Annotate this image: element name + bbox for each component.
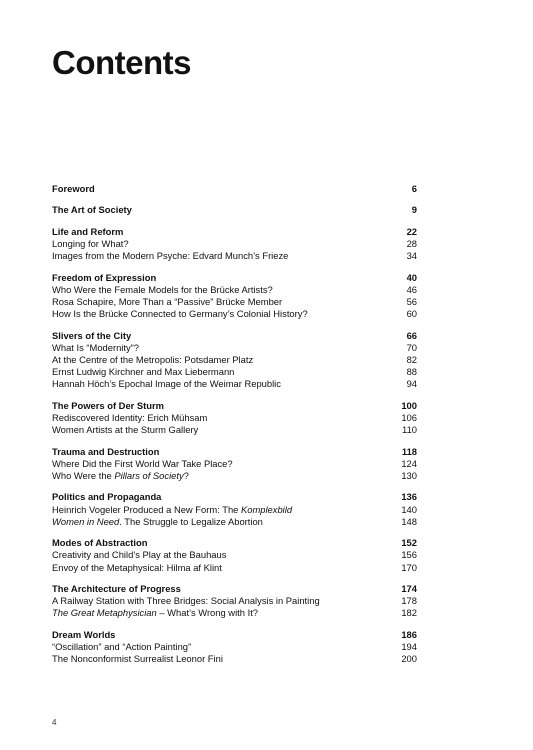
entry-title-text: Creativity and Child’s Play at the Bauhaus xyxy=(52,549,227,561)
entry-title xyxy=(52,516,263,528)
entry-title-text: Heinrich Vogeler Produced a New Form: The xyxy=(52,503,241,515)
entry-title-text: ? xyxy=(183,469,189,481)
entry-title xyxy=(52,562,222,574)
entry-page-number: 130 xyxy=(401,469,417,481)
toc-section xyxy=(52,183,417,195)
toc-entry xyxy=(52,424,417,436)
page-title: Contents xyxy=(52,44,191,81)
section-page-number: 6 xyxy=(411,183,417,194)
toc-entry xyxy=(52,284,417,296)
entry-title xyxy=(52,238,129,250)
entry-title xyxy=(52,250,288,262)
section-page-number: 152 xyxy=(401,537,417,549)
entry-title-italic: The Great Metaphysician xyxy=(52,607,157,619)
entry-page-number: 178 xyxy=(401,595,417,607)
section-page-number: 9 xyxy=(411,204,417,216)
section-title: The Art of Society xyxy=(52,204,132,216)
toc-section-heading xyxy=(52,183,417,195)
table-of-contents xyxy=(52,183,417,675)
entry-title-text: Who Were the xyxy=(52,469,115,481)
entry-title xyxy=(52,284,273,296)
entry-title-text: Rediscovered Identity: Erich Mühsam xyxy=(52,411,208,423)
entry-title xyxy=(52,366,234,378)
entry-title-text: How Is the Brücke Connected to Germany’s Colonial History? xyxy=(52,308,308,320)
entry-page-number: 94 xyxy=(406,378,417,390)
entry-title xyxy=(52,653,223,665)
toc-entry xyxy=(52,412,417,424)
entry-page-number: 194 xyxy=(401,640,417,652)
section-page-number: 40 xyxy=(406,271,417,283)
toc-section xyxy=(52,400,417,437)
entry-title-text: The Nonconformist Surrealist Leonor Fini xyxy=(52,653,223,665)
entry-title-text: Envoy of the Metaphysical: Hilma af Klint xyxy=(52,561,222,573)
entry-page-number: 156 xyxy=(401,549,417,561)
entry-title-italic: Women in Need xyxy=(52,515,120,527)
entry-title-text: – What’s Wrong with It? xyxy=(156,607,259,619)
entry-title xyxy=(52,504,292,516)
toc-section xyxy=(52,446,417,483)
entry-title xyxy=(52,607,258,619)
toc-entry xyxy=(52,595,417,607)
entry-title-text: Who Were the Female Models for the Brücke Artists? xyxy=(52,283,273,295)
section-title: Dream Worlds xyxy=(52,628,116,640)
section-page-number: 22 xyxy=(406,225,417,237)
entry-page-number: 34 xyxy=(406,250,417,262)
entry-page-number: 46 xyxy=(406,283,417,295)
section-page-number: 100 xyxy=(401,399,417,411)
entry-title-italic: Pillars of Society xyxy=(114,469,184,481)
entry-page-number: 200 xyxy=(401,653,417,665)
toc-entry xyxy=(52,342,417,354)
toc-section-heading xyxy=(52,583,417,595)
entry-title xyxy=(52,641,191,653)
entry-page-number: 82 xyxy=(406,353,417,365)
entry-title-text: Women Artists at the Sturm Gallery xyxy=(52,424,199,436)
entry-title-text: Longing for What? xyxy=(52,237,129,249)
section-page-number: 136 xyxy=(401,491,417,503)
section-title: The Powers of Der Sturm xyxy=(52,399,165,411)
toc-section-heading xyxy=(52,330,417,342)
entry-title xyxy=(52,296,282,308)
section-title: Trauma and Destruction xyxy=(52,445,160,457)
toc-section xyxy=(52,272,417,321)
section-page-number: 118 xyxy=(401,445,417,457)
toc-entry xyxy=(52,458,417,470)
toc-entry xyxy=(52,641,417,653)
toc-section-heading xyxy=(52,204,417,216)
entry-page-number: 60 xyxy=(406,308,417,320)
section-title: Politics and Propaganda xyxy=(52,491,162,503)
toc-section-heading xyxy=(52,537,417,549)
toc-section-heading xyxy=(52,226,417,238)
entry-page-number: 28 xyxy=(406,237,417,249)
toc-entry xyxy=(52,354,417,366)
entry-page-number: 140 xyxy=(401,503,417,515)
entry-page-number: 182 xyxy=(401,607,417,619)
toc-entry xyxy=(52,308,417,320)
toc-section xyxy=(52,330,417,391)
toc-section-heading xyxy=(52,629,417,641)
entry-title-text: . The Struggle to Legalize Abortion xyxy=(119,515,263,527)
section-title: Life and Reform xyxy=(52,225,124,237)
toc-entry xyxy=(52,516,417,528)
entry-title-text: Images from the Modern Psyche: Edvard Munch’s Frieze xyxy=(52,250,289,262)
toc-section xyxy=(52,491,417,528)
toc-section xyxy=(52,226,417,263)
section-title: Modes of Abstraction xyxy=(52,537,148,549)
entry-title-text: “Oscillation” and “Action Painting” xyxy=(52,640,192,652)
entry-title-italic: Komplexbild xyxy=(240,503,293,515)
toc-section xyxy=(52,204,417,216)
toc-entry xyxy=(52,470,417,482)
toc-entry xyxy=(52,549,417,561)
toc-entry xyxy=(52,378,417,390)
toc-entry xyxy=(52,238,417,250)
section-page-number: 186 xyxy=(401,628,417,640)
entry-title xyxy=(52,378,281,390)
toc-entry xyxy=(52,607,417,619)
section-title: The Architecture of Progress xyxy=(52,582,181,594)
entry-title-text: Rosa Schapire, More Than a “Passive” Brücke Member xyxy=(52,295,283,307)
entry-title-text: A Railway Station with Three Bridges: Social Analysis in Painting xyxy=(52,595,320,607)
entry-title xyxy=(52,342,139,354)
entry-title-text: Ernst Ludwig Kirchner and Max Liebermann xyxy=(52,366,235,378)
page-number: 4 xyxy=(52,718,57,727)
entry-title xyxy=(52,424,198,436)
entry-title xyxy=(52,595,320,607)
entry-title xyxy=(52,354,253,366)
entry-page-number: 110 xyxy=(402,424,417,436)
toc-entry xyxy=(52,250,417,262)
entry-title xyxy=(52,308,308,320)
entry-title xyxy=(52,470,189,482)
entry-page-number: 88 xyxy=(406,366,417,378)
toc-section-heading xyxy=(52,272,417,284)
entry-title-text: Where Did the First World War Take Place? xyxy=(52,457,233,469)
entry-title xyxy=(52,412,207,424)
entry-title xyxy=(52,458,233,470)
toc-section xyxy=(52,629,417,666)
entry-page-number: 124 xyxy=(401,457,417,469)
section-title: Foreword xyxy=(52,183,95,194)
entry-title xyxy=(52,549,226,561)
toc-entry xyxy=(52,653,417,665)
toc-section xyxy=(52,537,417,574)
entry-page-number: 70 xyxy=(406,341,417,353)
section-page-number: 174 xyxy=(401,582,417,594)
section-title: Slivers of the City xyxy=(52,329,132,341)
entry-page-number: 148 xyxy=(401,515,417,527)
toc-section xyxy=(52,583,417,620)
section-page-number: 66 xyxy=(406,329,417,341)
section-title: Freedom of Expression xyxy=(52,271,157,283)
entry-page-number: 56 xyxy=(406,295,417,307)
toc-entry xyxy=(52,296,417,308)
entry-title-text: Hannah Höch’s Epochal Image of the Weimar Republic xyxy=(52,378,281,390)
toc-section-heading xyxy=(52,491,417,503)
toc-entry xyxy=(52,366,417,378)
toc-section-heading xyxy=(52,400,417,412)
entry-title-text: At the Centre of the Metropolis: Potsdamer Platz xyxy=(52,353,254,365)
toc-entry xyxy=(52,504,417,516)
toc-section-heading xyxy=(52,446,417,458)
toc-entry xyxy=(52,562,417,574)
entry-page-number: 170 xyxy=(401,561,417,573)
entry-page-number: 106 xyxy=(401,411,417,423)
entry-title-text: What Is “Modernity”? xyxy=(52,341,140,353)
